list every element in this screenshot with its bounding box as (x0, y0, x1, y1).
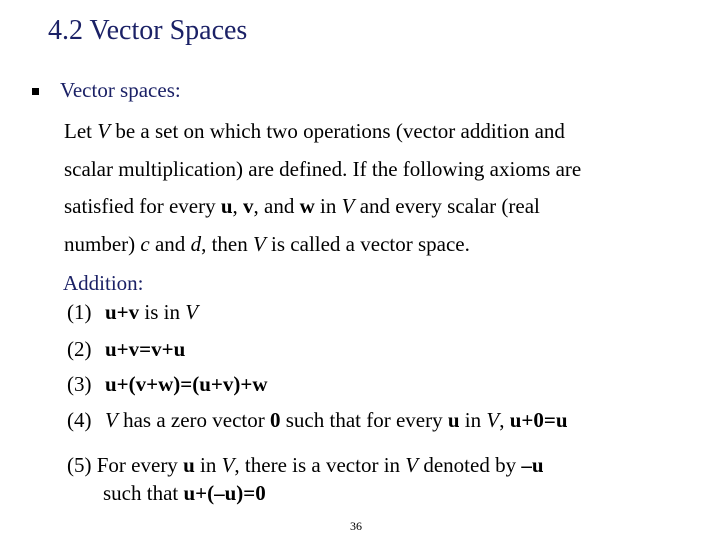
definition-line: satisfied for every u, v, and w in V and every scalar (real (64, 194, 540, 218)
axiom-item (67, 451, 544, 507)
bullet-square-icon (32, 88, 39, 95)
definition-line: scalar multiplication) are defined. If the following axioms are (64, 156, 582, 181)
definition-paragraph (64, 113, 704, 263)
axiom-number: (1) (67, 300, 92, 324)
axiom-number: (4) (67, 408, 92, 432)
axiom-item: (1) u+v is in V (67, 300, 199, 324)
axiom-item: (4) V has a zero vector 0 such that for every u in V, u+0=u (67, 408, 568, 432)
bullet-heading: Vector spaces: (60, 78, 181, 102)
axiom-line: (5) For every u in V, there is a vector in V denoted by –u (67, 453, 544, 477)
definition-line: Let V be a set on which two operations (vector addition and (64, 119, 565, 143)
axiom-line: such that u+(–u)=0 (103, 481, 266, 505)
page-number: 36 (350, 519, 362, 533)
axiom-number: (3) (67, 372, 92, 396)
axiom-number: (5) (67, 453, 92, 477)
slide-title: 4.2 Vector Spaces (48, 15, 248, 46)
axiom-number: (2) (67, 337, 92, 361)
definition-line: number) c and d, then V is called a vector space. (64, 231, 470, 256)
axiom-item: (3) u+(v+w)=(u+v)+w (67, 372, 268, 396)
section-heading-addition: Addition: (63, 271, 144, 295)
axiom-item: (2) u+v=v+u (67, 337, 186, 361)
